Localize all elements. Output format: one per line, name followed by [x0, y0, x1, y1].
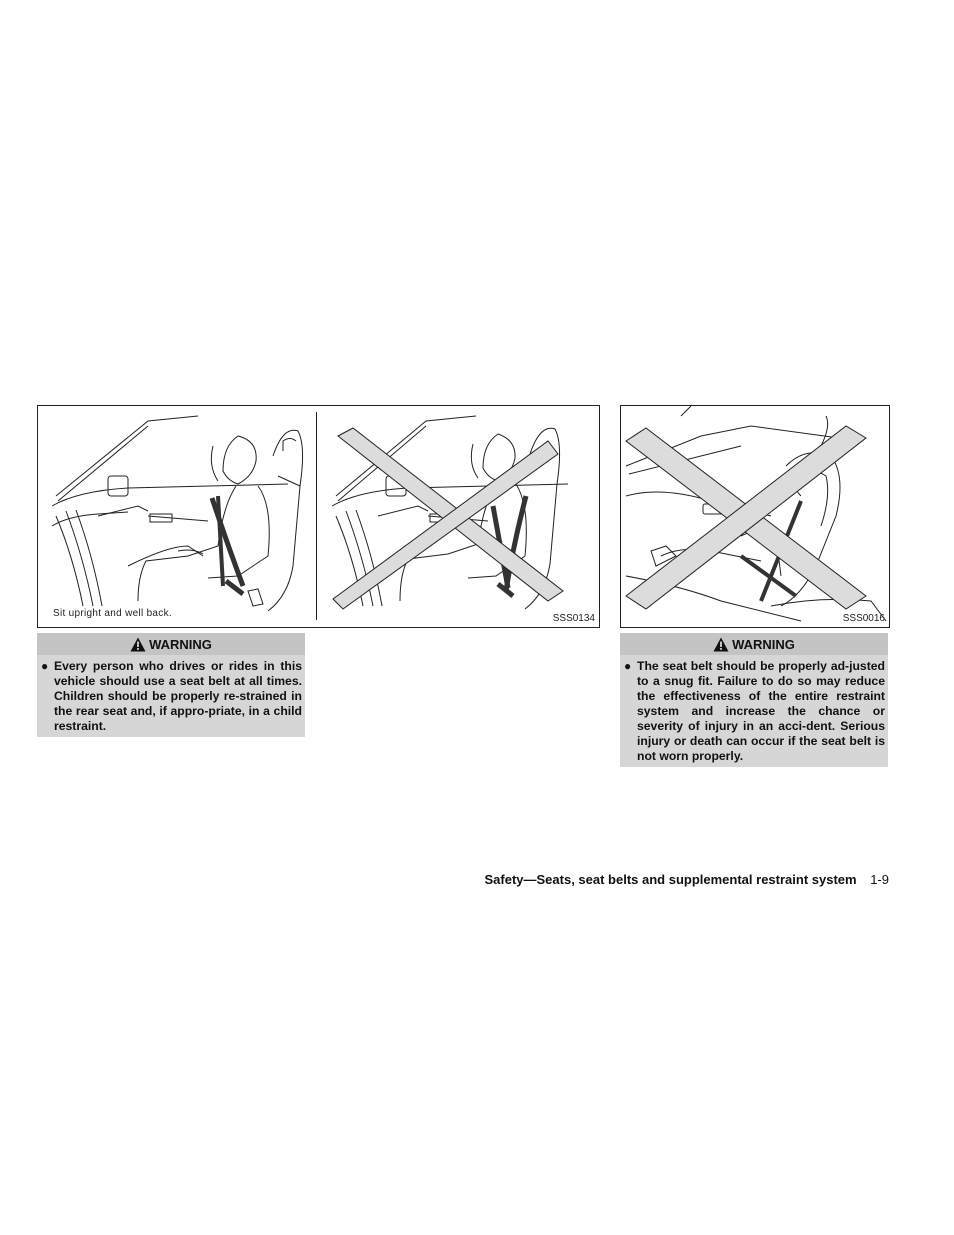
figure-caption: Sit upright and well back.	[53, 608, 172, 619]
page-footer	[484, 872, 889, 887]
section-title: Safety—Seats, seat belts and supplemental restraint system	[484, 872, 857, 887]
warning-triangle-icon	[130, 637, 146, 652]
figure-reclined-seat	[620, 405, 890, 628]
warning-triangle-icon	[713, 637, 729, 652]
warning-text-block	[620, 655, 888, 768]
warning-heading: WARNING	[732, 636, 795, 652]
panel-divider	[316, 412, 317, 620]
figure-seating-posture	[37, 405, 600, 628]
page-number: 1-9	[870, 872, 889, 887]
bullet-icon: ●	[624, 659, 632, 673]
warning-text-block	[37, 655, 305, 738]
figure-code: SSS0134	[552, 613, 595, 624]
warning-box	[620, 633, 888, 767]
warning-box	[37, 633, 305, 737]
warning-header	[620, 633, 888, 655]
warning-text: Every person who drives or rides in this vehicle should use a seat belt at all times. Children should be properly re-strained in the rear seat and, if appro-priate, in a child restraint.	[54, 659, 302, 733]
bullet-icon: ●	[41, 659, 49, 673]
figure-code: SSS0016	[842, 613, 885, 624]
warning-header	[37, 633, 305, 655]
warning-heading: WARNING	[149, 636, 212, 652]
warning-text: The seat belt should be properly ad-justed to a snug fit. Failure to do so may reduce the effectiveness of the entire restraint system and increase the chance or severity of injury in an acci-dent. Serious injury or death can occur if the seat belt is not worn properly.	[637, 659, 885, 763]
reclined-seat-illustration	[621, 406, 889, 627]
seating-illustration	[38, 406, 599, 627]
